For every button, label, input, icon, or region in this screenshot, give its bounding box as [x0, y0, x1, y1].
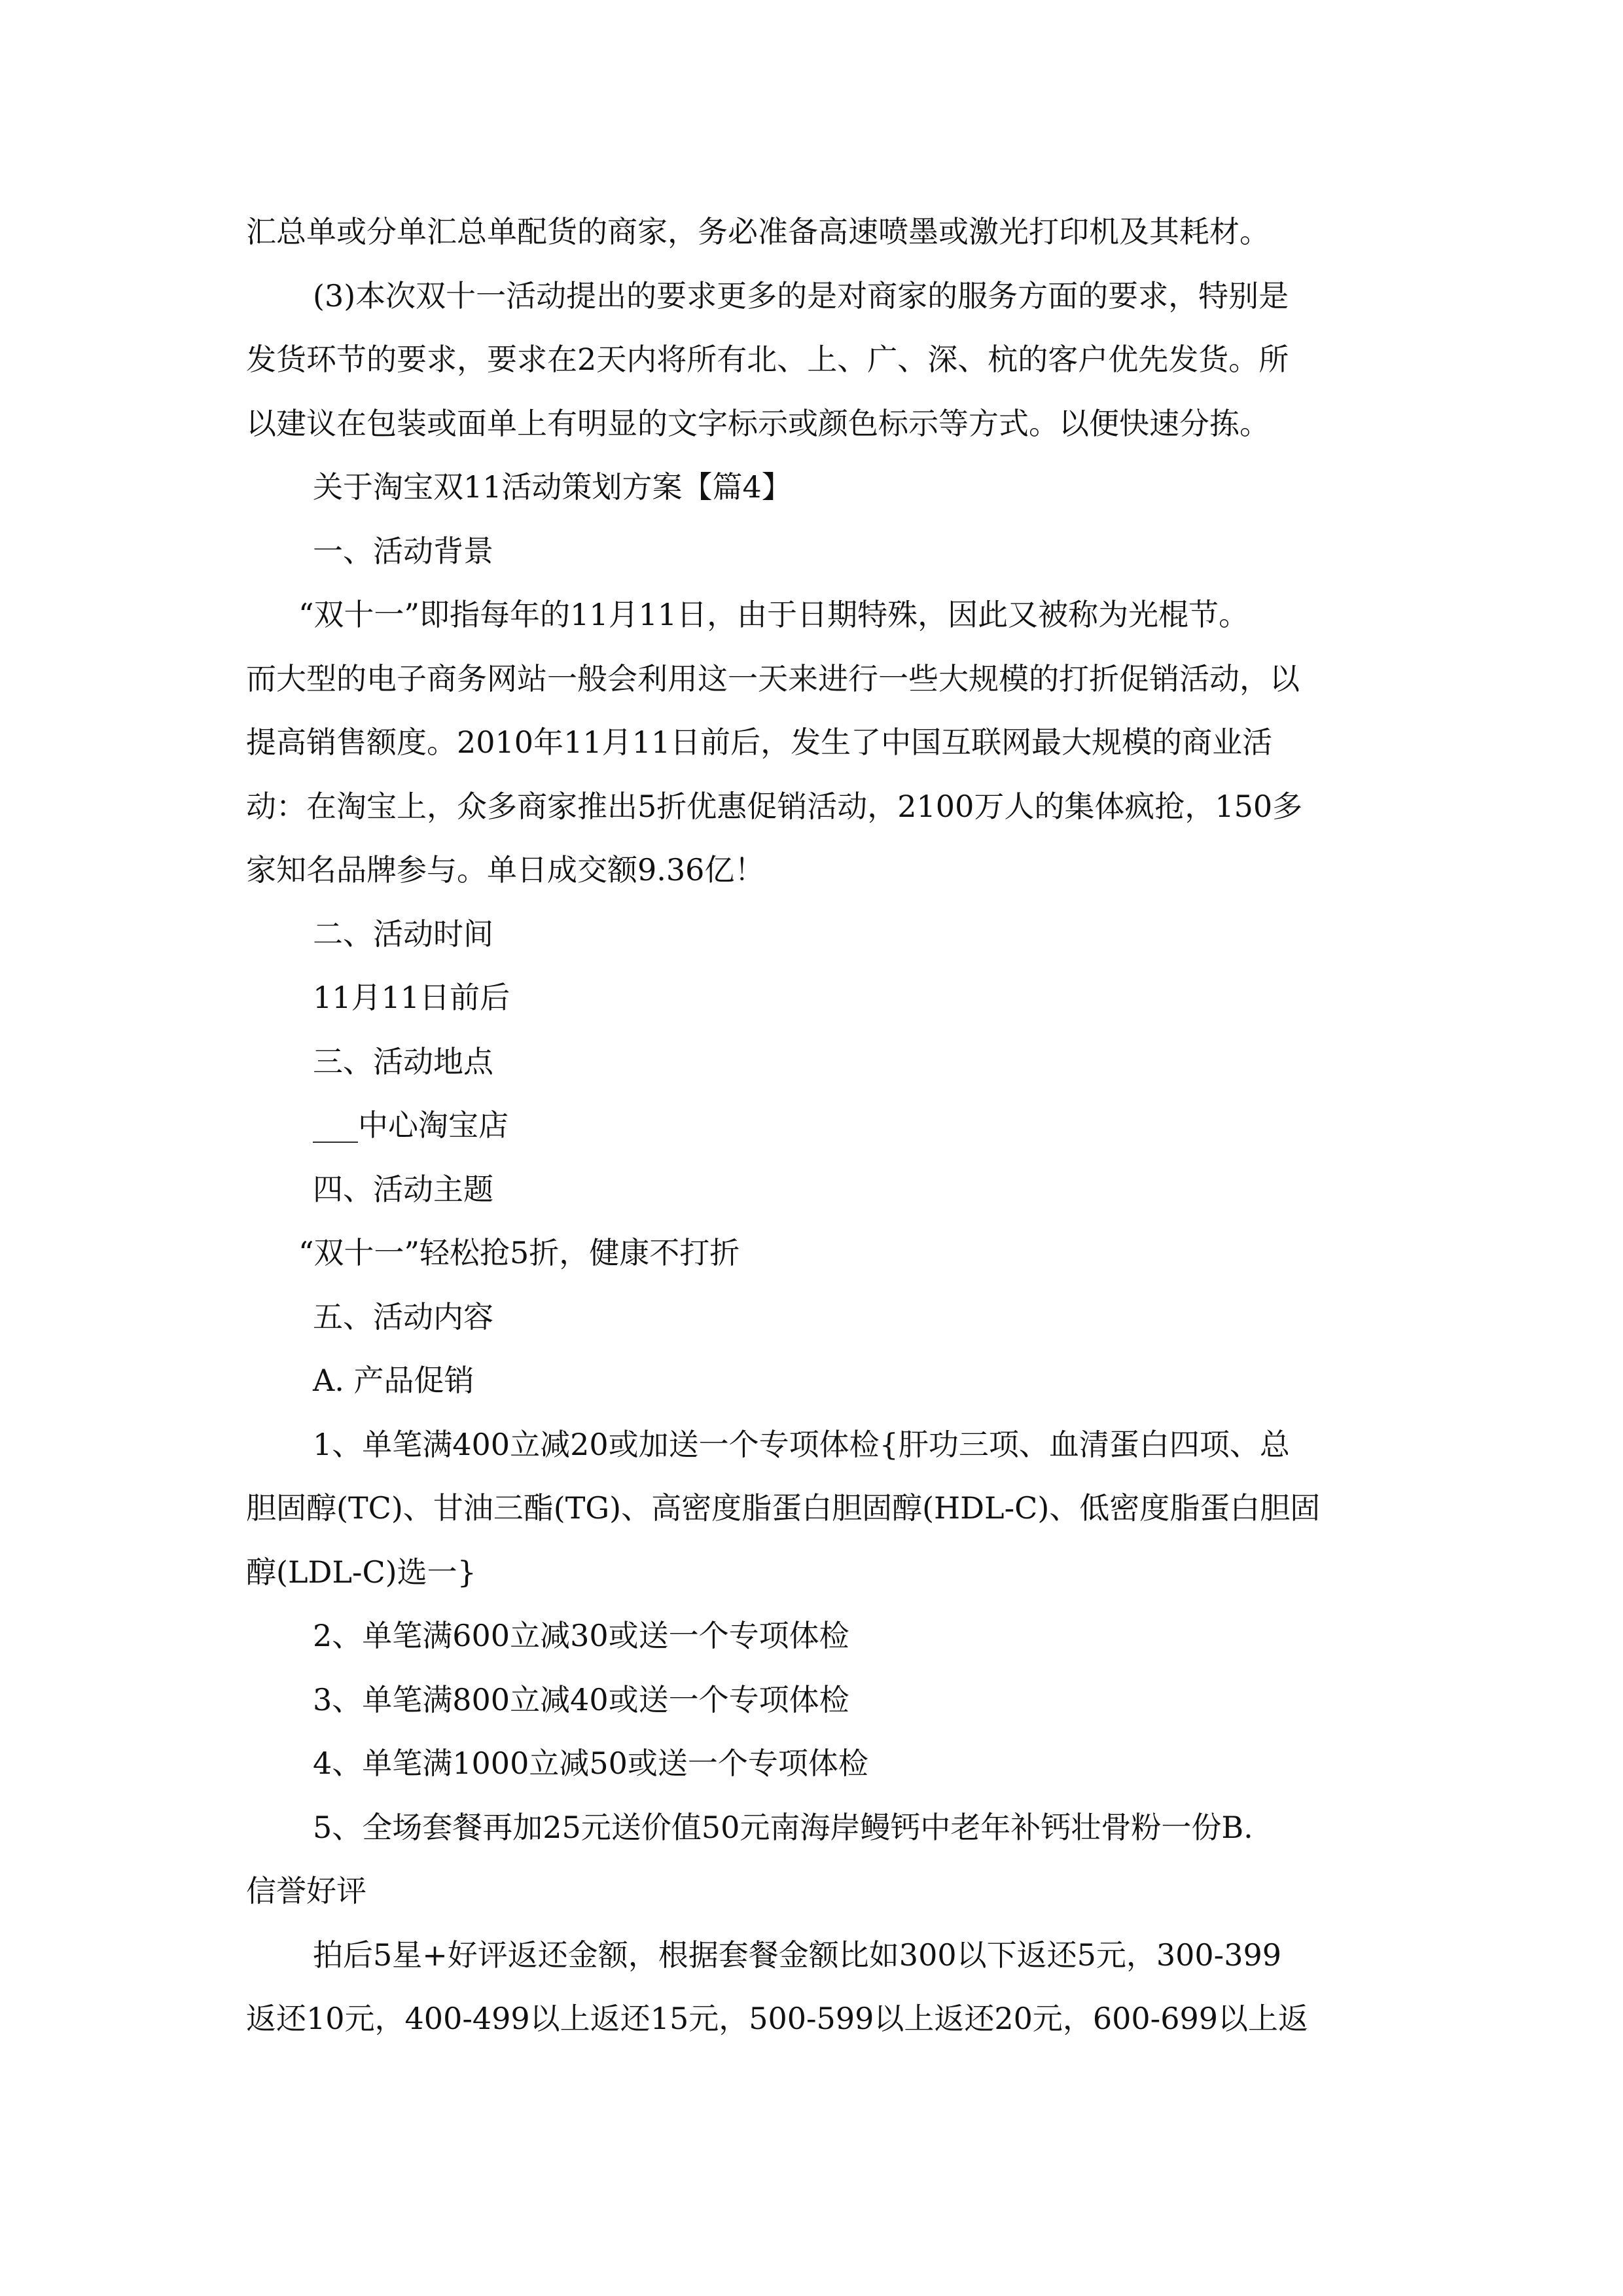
section-heading: 二、活动时间 — [313, 916, 493, 952]
text-line: “双十一”即指每年的11月11日，由于日期特殊，因此又被称为光棍节。 — [298, 597, 1249, 632]
section-heading: 四、活动主题 — [313, 1171, 493, 1207]
list-item: 5、全场套餐再加25元送价值50元南海岸鳗钙中老年补钙壮骨粉一份B. — [313, 1809, 1253, 1845]
text-line: 胆固醇(TC)、甘油三酯(TG)、高密度脂蛋白胆固醇(HDL-C)、低密度脂蛋白胆固 — [246, 1490, 1321, 1526]
text-line: 动：在淘宝上，众多商家推出5折优惠促销活动，2100万人的集体疯抢，150多 — [246, 788, 1303, 824]
text-line: 而大型的电子商务网站一般会利用这一天来进行一些大规模的打折促销活动，以 — [246, 660, 1300, 696]
text-line: 返还10元，400-499以上返还15元，500-599以上返还20元，600-699以上返 — [246, 2001, 1309, 2036]
list-item: 4、单笔满1000立减50或送一个专项体检 — [313, 1746, 868, 1781]
text-line: (3)本次双十一活动提出的要求更多的是对商家的服务方面的要求，特别是 — [313, 278, 1289, 314]
sub-heading: A. 产品促销 — [313, 1363, 474, 1398]
text-line: 以建议在包装或面单上有明显的文字标示或颜色标示等方式。以便快速分拣。 — [246, 405, 1270, 441]
section-heading: 三、活动地点 — [313, 1043, 493, 1079]
text-line: 提高销售额度。2010年11月11日前后，发生了中国互联网最大规模的商业活 — [246, 725, 1273, 760]
text-line: 拍后5星+好评返还金额，根据套餐金额比如300以下返还5元，300-399 — [313, 1937, 1282, 1973]
document-body — [246, 200, 1385, 2051]
text-line: 醇(LDL-C)选一} — [246, 1554, 476, 1590]
text-line: 11月11日前后 — [313, 980, 510, 1015]
section-title: 关于淘宝双11活动策划方案【篇4】 — [313, 469, 792, 505]
text-line: 家知名品牌参与。单日成交额9.36亿！ — [246, 852, 765, 888]
text-line: 信誉好评 — [246, 1873, 366, 1909]
text-line: 发货环节的要求，要求在2天内将所有北、上、广、深、杭的客户优先发货。所 — [246, 342, 1289, 377]
section-heading: 五、活动内容 — [313, 1299, 493, 1335]
list-item: 3、单笔满800立减40或送一个专项体检 — [313, 1681, 849, 1717]
section-heading: 一、活动背景 — [313, 533, 493, 569]
text-line: 汇总单或分单汇总单配货的商家，务必准备高速喷墨或激光打印机及其耗材。 — [246, 214, 1270, 249]
list-item: 2、单笔满600立减30或送一个专项体检 — [313, 1618, 849, 1653]
text-line: “双十一”轻松抢5折，健康不打折 — [298, 1235, 740, 1270]
text-line: ___中心淘宝店 — [313, 1107, 508, 1143]
list-item: 1、单笔满400立减20或加送一个专项体检{肝功三项、血清蛋白四项、总 — [313, 1426, 1290, 1462]
